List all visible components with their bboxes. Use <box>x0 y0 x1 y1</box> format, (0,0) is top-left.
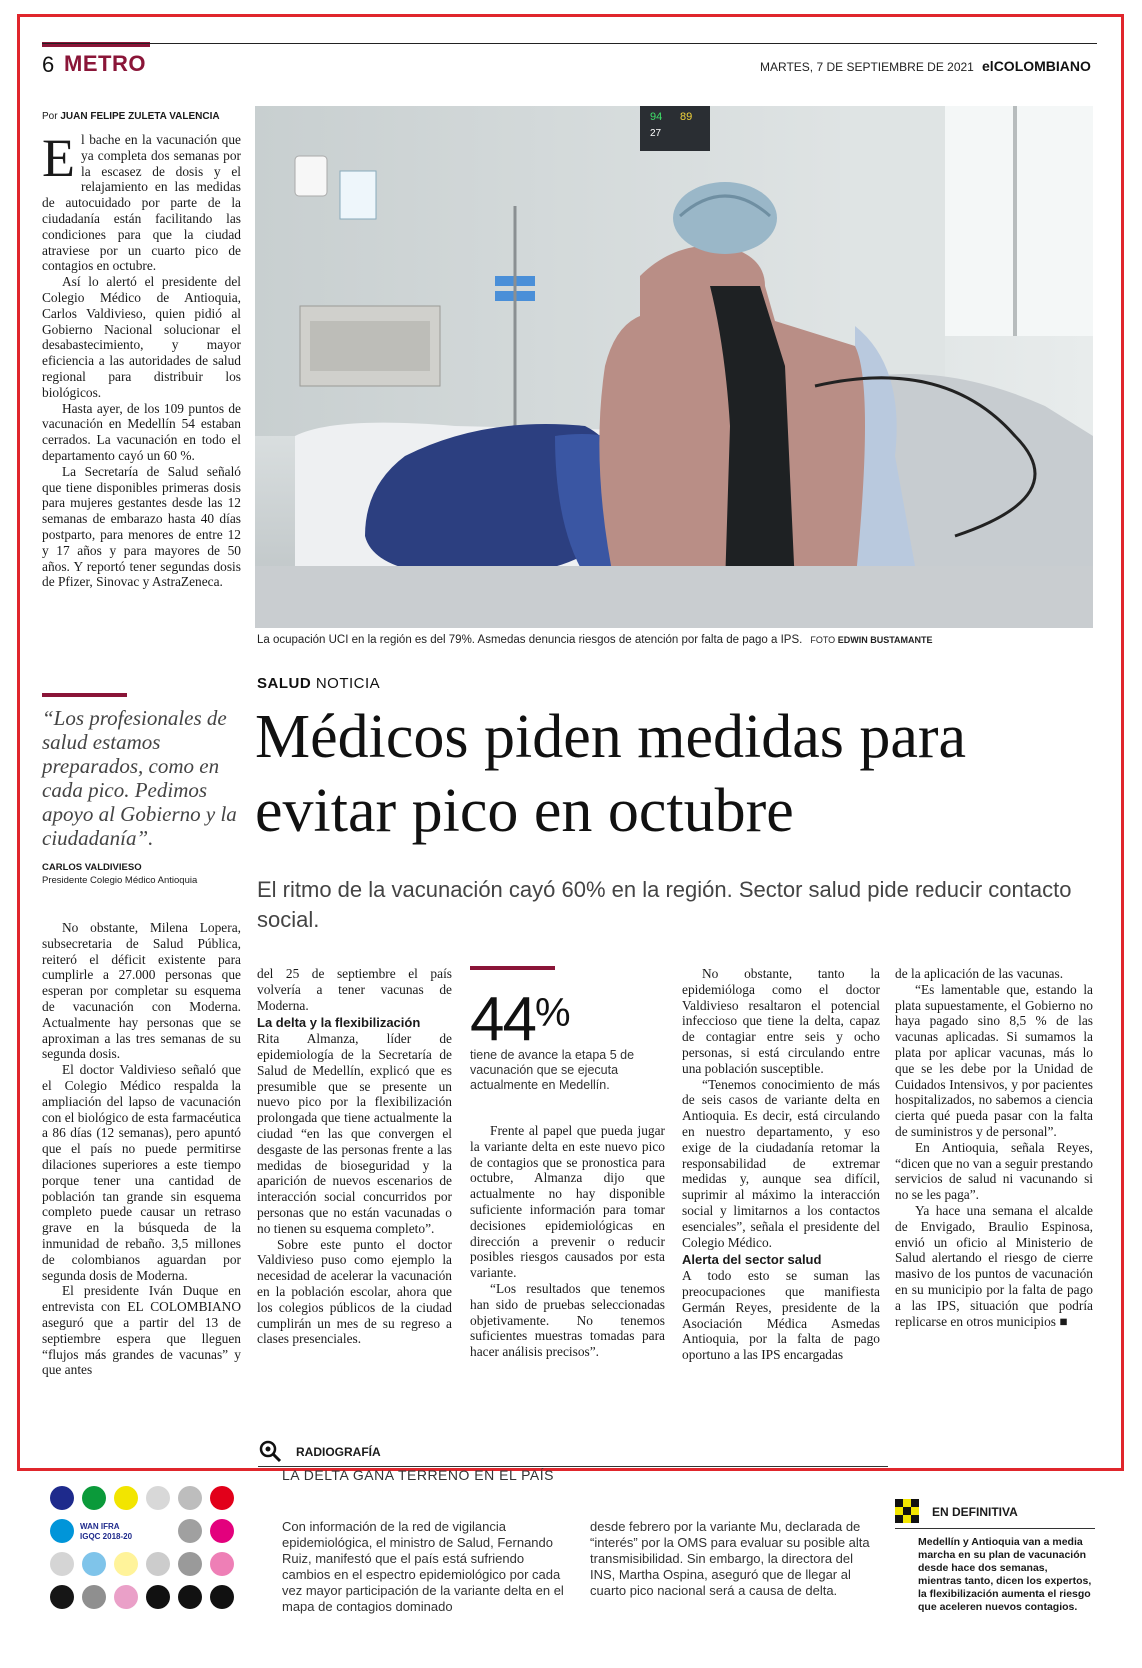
swatch <box>210 1486 234 1510</box>
swatch <box>82 1552 106 1576</box>
color-calibration-swatches <box>50 1486 235 1611</box>
icu-photo <box>255 106 1093 628</box>
newspaper-name <box>982 58 1091 74</box>
subheading: La delta y la flexibilización <box>257 1015 421 1031</box>
paragraph: No obstante, Milena Lopera, subsecretaria de Salud Pública, reiteró el déficit existente para cumplirle a 27.000 personas que esperan por completar su esquema de vacunación con Moderna. Actualmente hay personas que se aproximan a las tres semanas de su segunda dosis. <box>42 920 241 1062</box>
page-number: 6 <box>42 52 55 77</box>
paragraph: Hasta ayer, de los 109 puntos de vacunación en Medellín 54 estaban cerrados. La vacunación en todo el departamento cayó un 60 %. <box>42 400 241 463</box>
paragraph: No obstante, tanto la epidemióloga como el doctor Valdivieso resaltaron el potencial infeccioso que tiene la delta, capaz de contagiar entre seis y ocho personas, si está circulando entre una población susceptible. <box>682 966 880 1076</box>
article-column-3 <box>257 966 452 1347</box>
icu-photo-illustration <box>255 106 1093 628</box>
checkered-icon <box>895 1499 919 1523</box>
drop-cap: E <box>42 128 75 188</box>
swatch <box>82 1486 106 1510</box>
logo-line: IGQC 2018-20 <box>80 1532 133 1541</box>
paragraph-text: Ya hace una semana el alcalde de Envigado, Braulio Espinosa, envió un oficio al Ministerio de Salud alertando el riesgo de cierre masivo de los puntos de vacunación en su municipio por la falta de pago a las IPS, situación que podría replicarse en otros municipios <box>895 1202 1093 1329</box>
header-rule <box>42 43 1097 44</box>
monitor-reading: 89 <box>680 111 693 123</box>
quote-accent-bar <box>42 693 127 697</box>
lead-paragraph <box>42 128 241 274</box>
lead-text: l bache en la vacunación que ya completa dos semanas por la escasez de dosis y el relajamiento en las medidas de autocuidado por parte de la ciudadanía están facilitando las condiciones para que la ciudad atraviese por un cuarto pico de contagios en octubre. <box>42 132 241 274</box>
article-column-5 <box>682 966 880 1363</box>
swatch <box>178 1486 202 1510</box>
credit-prefix: FOTO <box>810 635 836 645</box>
paragraph: El doctor Valdivieso señaló que el Colegio Médico respalda la ampliación del lapso de vacunación con el biológico de esta farmacéutica a 86 días (12 semanas), pero apuntó que el país no puede permitirse dilaciones superiores a este tiempo porque tener una cantidad de población tan grande sin esquema completo puede causar un retraso grave en la búsqueda de la inmunidad de rebaño. 3,5 millones de colombianos aguardan por segunda dosis de Moderna. <box>42 1062 241 1283</box>
headline: Médicos piden medidas para evitar pico en octubre <box>255 703 967 845</box>
paragraph: Sobre este punto el doctor Valdivieso puso como ejemplo la necesidad de acelerar la vacunación en la población escolar, ahora que los colegios públicos de la ciudad cumplirán un mes de su regreso a clases presenciales. <box>257 1236 452 1347</box>
paragraph: Rita Almanza, líder de epidemiología de la Secretaría de Salud de Medellín, explicó que es presumible que se presente un nuevo pico por la flexibilización prolongada que tiene actualmente la ciudad “en las que convergen el desgaste de las personas frente a las medidas de bioseguridad y la aparición de nuevos escenarios de interacción social concurridos por personas que no están vacunadas o no tienen su esquema completo”. <box>257 1031 452 1236</box>
byline-prefix: Por <box>42 111 58 122</box>
subheadline: El ritmo de la vacunación cayó 60% en la región. Sector salud pide reducir contacto social. <box>257 877 1072 932</box>
stat-value <box>470 982 569 1054</box>
end-mark: ■ <box>1059 1313 1068 1329</box>
swatch <box>50 1519 74 1543</box>
en-definitiva-text: Medellín y Antioquia van a media marcha en su plan de vacunación desde hace dos semanas, mientras tanto, dicen los expertos, la flexibilización aumenta el riesgo que aceleren nuevos contagios. <box>918 1536 1092 1613</box>
swatch <box>178 1519 202 1543</box>
paragraph: del 25 de septiembre el país volvería a tener vacunas de Moderna. <box>257 966 452 1013</box>
swatch <box>146 1585 170 1609</box>
swatch <box>146 1552 170 1576</box>
paragraph: “Los resultados que tenemos han sido de pruebas seleccionadas objetivamente. No tenemos suficientes muestras tomadas para hacer análisis precisos”. <box>470 1280 665 1360</box>
swatch <box>210 1519 234 1543</box>
radiografia-text-1: Con información de la red de vigilancia epidemiológica, el ministro de Salud, Fernando Ruiz, manifestó que el país está sufriendo cambios en el espectro epidemiológico por cada vez mayor participación de la variante delta en el mapa de contagios dominado <box>282 1519 564 1614</box>
swatch <box>114 1585 138 1609</box>
stat-description: tiene de avance la etapa 5 de vacunación que se ejecuta actualmente en Medellín. <box>470 1048 635 1092</box>
dateline: MARTES, 7 DE SEPTIEMBRE DE 2021 <box>760 60 974 74</box>
section-name: METRO <box>64 51 146 76</box>
pull-quote: “Los profesionales de salud estamos preparados, como en cada pico. Pedimos apoyo al Gobierno y la ciudadanía”. <box>42 706 237 850</box>
paragraph: “Es lamentable que, estando la plata supuestamente, el Gobierno no haya pagado sino 8,5 % de las vacunas aplicadas. Si sumamos la plata por aplicar vacunas, más lo que se les debe por la Unidad de Cuidados Intensivos, y por pacientes hospitalizados, no sabemos a ciencia cierta qué pueda pasar con la falta de suministros y de personal”. <box>895 981 1093 1139</box>
swatch <box>210 1585 234 1609</box>
photo-caption <box>257 634 1097 646</box>
paragraph: “Tenemos conocimiento de más de seis casos de variante delta en Antioquia. Es decir, está circulando en nuestro departamento, y eso exige de la ciudadanía retomar la responsabilidad de extremar medidas y, aunque sea difícil, suprimir al máximo la interacción social y limitarnos a los contactos esenciales”, señala el presidente del Colegio Médico. <box>682 1076 880 1250</box>
credit-name: EDWIN BUSTAMANTE <box>837 635 933 645</box>
magnifier-icon <box>258 1439 282 1463</box>
swatch <box>178 1585 202 1609</box>
swatch <box>114 1552 138 1576</box>
quote-author-role: Presidente Colegio Médico Antioquia <box>42 875 198 886</box>
logo-line: WAN IFRA <box>80 1522 120 1531</box>
paragraph: La Secretaría de Salud señaló que tiene disponibles primeras dosis para mujeres gestantes desde las 12 semanas de embarazo hasta 40 días postparto, para menores de entre 12 y 17 años y para mayores de 50 años. Y reportó tener segundas dosis de Pfizer, Sinovac y AstraZeneca. <box>42 463 241 590</box>
caption-text: La ocupación UCI en la región es del 79%. Asmedas denuncia riesgos de atención por falta de pago a IPS. <box>257 634 803 646</box>
swatch <box>146 1486 170 1510</box>
article-column-2 <box>42 920 241 1378</box>
en-definitiva-rule <box>895 1528 1095 1529</box>
swatch <box>50 1552 74 1576</box>
kicker-topic: SALUD <box>257 675 312 692</box>
swatch <box>50 1585 74 1609</box>
quote-author: CARLOS VALDIVIESO <box>42 862 142 873</box>
radiografia-label: RADIOGRAFÍA <box>296 1445 381 1459</box>
swatch <box>178 1552 202 1576</box>
article-column-1 <box>42 128 241 590</box>
subheading: Alerta del sector salud <box>682 1252 822 1268</box>
stat-accent-bar <box>470 966 555 970</box>
radiografia-text-2: desde febrero por la variante Mu, declarada de “interés” por la OMS para evaluar su posible alta transmisibilidad. Sin embargo, la directora del INS, Martha Ospina, aseguró que de llegar al cuarto pico nacional será a causa de delta. <box>590 1519 870 1598</box>
paragraph <box>895 1203 1093 1329</box>
swatch <box>50 1486 74 1510</box>
paragraph: En Antioquia, señala Reyes, “dicen que no van a seguir prestando servicios de salud ni vacunando si no se les paga”. <box>895 1139 1093 1203</box>
photo-credit <box>810 635 932 645</box>
paragraph: El presidente Iván Duque en entrevista con EL COLOMBIANO aseguró que a partir del 13 de septiembre espera que lleguen “flujos más grandes de vacunas” y que antes <box>42 1283 241 1378</box>
stat-unit: % <box>534 991 569 1035</box>
paper-title: COLOMBIANO <box>993 58 1091 74</box>
paragraph: A todo esto se suman las preocupaciones que manifiesta Germán Reyes, presidente de la Asociación Médica Asmedas Antioquia, por la falta de pago oportuno a las IPS encargadas <box>682 1268 880 1363</box>
en-definitiva-label: EN DEFINITIVA <box>932 1505 1018 1519</box>
swatch <box>210 1552 234 1576</box>
stat-number: 44 <box>470 985 535 1054</box>
article-kicker <box>257 675 380 692</box>
byline-author: JUAN FELIPE ZULETA VALENCIA <box>60 111 220 122</box>
article-column-6 <box>895 966 1093 1329</box>
paper-prefix: el <box>982 58 994 74</box>
monitor-reading: 94 <box>650 111 663 123</box>
swatch <box>82 1585 106 1609</box>
kicker-type: NOTICIA <box>315 675 381 692</box>
monitor-reading: 27 <box>650 128 662 139</box>
swatch <box>114 1486 138 1510</box>
wan-ifra-logo <box>80 1522 148 1542</box>
article-column-4 <box>470 1123 665 1360</box>
radiografia-title: LA DELTA GANA TERRENO EN EL PAÍS <box>282 1467 554 1481</box>
paragraph: de la aplicación de las vacunas. <box>895 966 1064 981</box>
paragraph: Así lo alertó el presidente del Colegio Médico de Antioquia, Carlos Valdivieso, quien pidió al Gobierno Nacional solucionar el desabastecimiento, y mayor eficiencia a las autoridades de salud regional para distribuir los biológicos. <box>42 274 241 400</box>
paragraph: Frente al papel que pueda jugar la variante delta en este nuevo pico de contagios que se pronostica para octubre, Almanza dijo que actualmente no hay disponible suficiente información para tomar decisiones epidemiológicas en dirección a prevenir o reducir posibles riesgos causados por esta variante. <box>470 1123 665 1281</box>
byline <box>42 111 242 122</box>
